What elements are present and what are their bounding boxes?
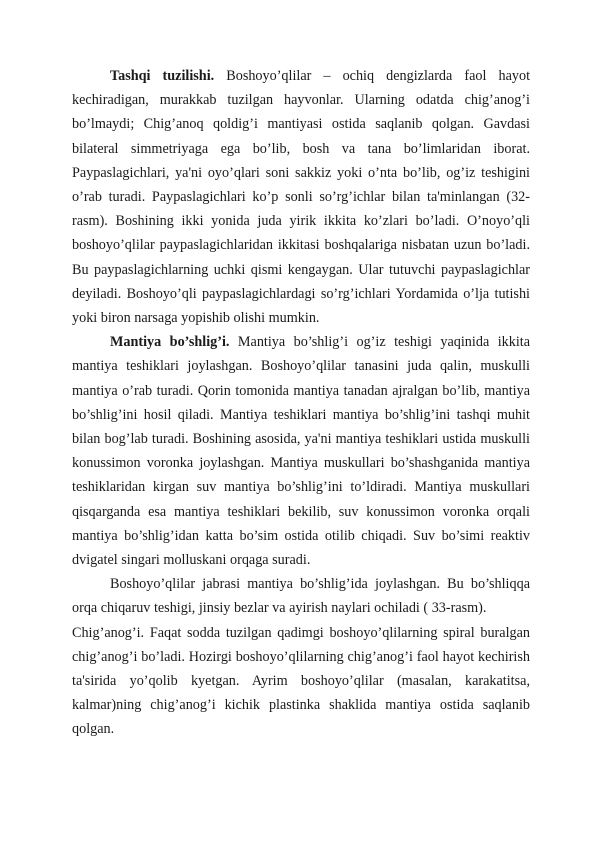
paragraph-text: Chig’anog’i. Faqat sodda tuzilgan qadimgi boshoyo’qlilarning spiral buralgan chig’anog’i bo’ladi. Hozirgi boshoyo’qlilarning chig’anog’i faol hayot kechirish ta'sirida yo’qolib kyetgan. Ayrim boshoyo’qlilar (masalan, karakatitsa, kalmar)ning chig’anog’i kichik plastinka shaklida mantiya ostida saqlanib qolgan. (72, 624, 530, 738)
paragraph-text: Boshoyo’qlilar – ochiq dengizlarda faol hayot kechiradigan, murakkab tuzilgan hayvonlar. Ularning odatda chig’anog’i bo’lmaydi; Chig’anoq qoldig’i mantiyasi ostida saqlanib qolgan. Gavdasi bilateral simmetriyaga ega bo’lib, bosh va tana bo’limlaridan iborat. Paypaslagichlari, ya'ni oyo’qlari soni sakkiz yoki o’nta bo’lib, og’iz teshigini o’rab turadi. Paypaslagichlari ko’p sonli so’rg’ichlar bilan ta'minlangan (32-rasm). Boshining ikki yonida juda yirik ikkita ko’zlari bo’ladi. O’noyo’qli boshoyo’qlilar paypaslagichlaridan ikkitasi boshqalariga nisbatan uzun bo’ladi. Bu paypaslagichlarning uchki qismi kengaygan. Ular tutuvchi paypaslagichlar deyiladi. Boshoyo’qli paypaslagichlardagi so’rg’ichlari Yordamida o’lja tutishi yoki biron narsaga yopishib olishi mumkin. (72, 68, 531, 327)
paragraph-text: Mantiya bo’shlig’i og’iz teshigi yaqinida ikkita mantiya teshiklari joylashgan. Boshoyo’qlilar tanasini juda qalin, muskulli mantiya o’rab turadi. Qorin tomonida mantiya tanadan ajralgan bo’lib, mantiya bo’shlig’ini hosil qiladi. Mantiya teshiklari mantiya bo’shlig’ini tashqi muhit bilan bog’lab turadi. Boshining asosida, ya'ni mantiya teshiklari ustida muskulli konussimon voronka joylashgan. Mantiya muskullari bo’shashganida mantiya teshiklaridan kirgan suv mantiya bo’shlig’ini to’ldiradi. Mantiya muskullari qisqarganda esa mantiya teshiklari bekilib, suv konussimon voronka orqali mantiya bo’shlig’idan katta bo’sim ostida otilib chiqadi. Suv bo’simi reaktiv dvigatel singari molluskani orqaga suradi. (72, 334, 530, 569)
paragraph-external-structure (72, 64, 530, 330)
section-heading-external-structure: Tashqi tuzilishi. (110, 68, 215, 84)
paragraph-text: Boshoyo’qlilar jabrasi mantiya bo’shlig’ida joylashgan. Bu bo’shliqqa orqa chiqaruv teshigi, jinsiy bezlar va ayirish naylari ochiladi ( 33-rasm). (72, 576, 530, 617)
paragraph-mantle-cavity (72, 330, 530, 572)
section-heading-mantle-cavity: Mantiya bo’shlig’i. (110, 334, 230, 351)
paragraph-gills (72, 572, 530, 620)
paragraph-shell (72, 621, 530, 742)
document-page (72, 64, 530, 742)
